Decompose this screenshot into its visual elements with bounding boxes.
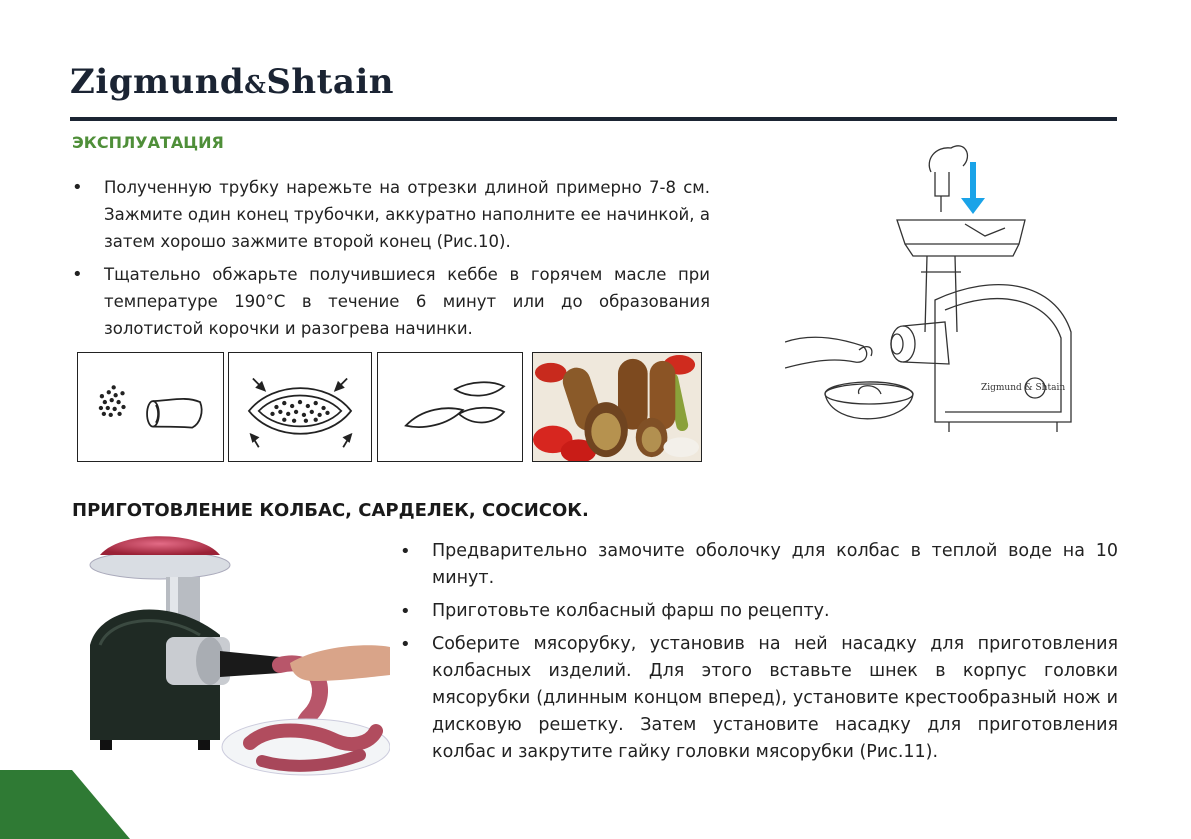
figure-step-2 bbox=[228, 352, 372, 462]
figure-kebbe-photo bbox=[532, 352, 702, 462]
section-title-operation: ЭКСПЛУАТАЦИЯ bbox=[72, 133, 224, 152]
device-brand-label: Zigmund & Shtain bbox=[981, 383, 1066, 393]
grinder-usage-illustration bbox=[785, 132, 1120, 442]
logo-right: Shtain bbox=[266, 62, 395, 102]
operation-bullet-list bbox=[72, 174, 710, 348]
filled-kebbe-icon bbox=[229, 353, 371, 461]
bullet-item: • Предварительно замочите оболочку для колбас в теплой воде на 10 минут. bbox=[400, 538, 1118, 592]
kebbe-shapes-icon bbox=[378, 353, 522, 461]
logo-amp: & bbox=[244, 70, 267, 99]
bullet-item: • Полученную трубку нарежьте на отрезки длиной примерно 7-8 см. Зажмите один конец трубочки, аккуратно наполните ее начинкой, а затем хорошо зажмите второй конец (Рис.10). bbox=[72, 174, 710, 255]
section-title-sausages: ПРИГОТОВЛЕНИЕ КОЛБАС, САРДЕЛЕК, СОСИСОК. bbox=[72, 500, 589, 521]
bullet-item: • Тщательно обжарьте получившиеся кеббе в горячем масле при температуре 190°C в течение 6 минут или до образования золотистой корочки и разогрева начинки. bbox=[72, 261, 710, 342]
logo-left: Zigmund bbox=[70, 62, 245, 102]
sausage-bullet-list bbox=[400, 538, 1118, 772]
kebbe-plate-image bbox=[533, 353, 701, 461]
meat-grinder-photo bbox=[70, 525, 390, 790]
bullet-item: • Соберите мясорубку, установив на ней насадку для приготовления колбасных изделий. Для этого вставьте шнек в корпус головки мясорубки (длинным концом вперед), установите крестообразный нож и дисковую решетку. Затем установите насадку для приготовления колбас и закрутите гайку головки мясорубки (Рис.11). bbox=[400, 631, 1118, 766]
green-corner-decoration bbox=[0, 770, 130, 839]
header-divider bbox=[70, 117, 1117, 121]
figure-step-3 bbox=[377, 352, 523, 462]
brand-logo bbox=[70, 62, 394, 112]
bullet-item: • Приготовьте колбасный фарш по рецепту. bbox=[400, 598, 1118, 625]
filling-and-tube-icon bbox=[78, 353, 223, 461]
figure-step-1 bbox=[77, 352, 224, 462]
